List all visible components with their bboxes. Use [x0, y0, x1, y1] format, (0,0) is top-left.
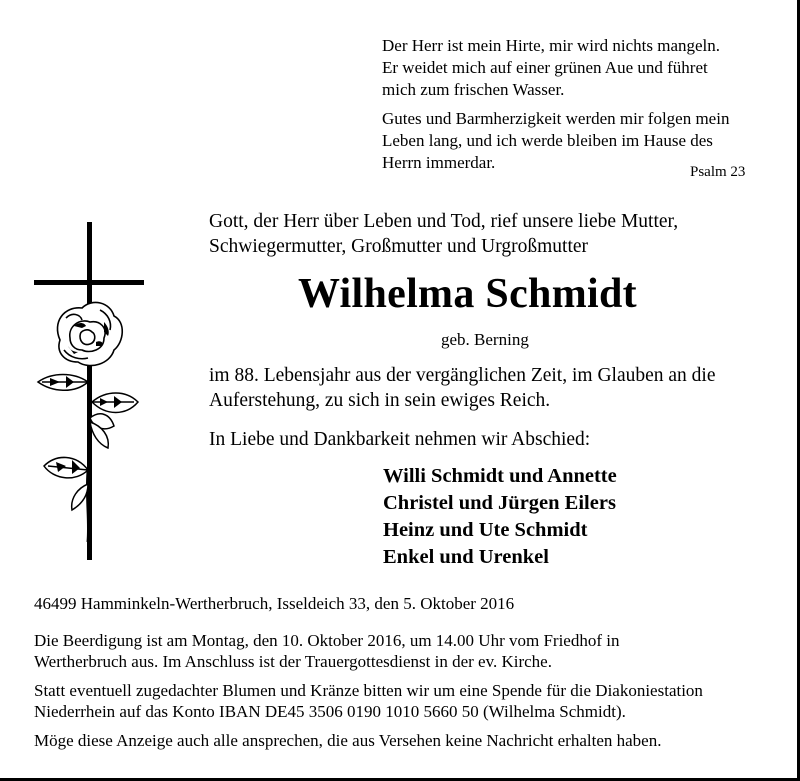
- notice-line: Niederrhein auf das Konto IBAN DE45 3506 0190 1010 5660 50 (Wilhelma Schmidt).: [34, 702, 626, 721]
- funeral-notice: [34, 630, 703, 672]
- psalm-paragraph-1: [382, 35, 772, 101]
- mourner-name: Christel und Jürgen Eilers: [383, 492, 616, 514]
- psalm-line: Leben lang, und ich werde bleiben im Hause des: [382, 131, 713, 150]
- psalm-line: Der Herr ist mein Hirte, mir wird nichts mangeln.: [382, 36, 721, 55]
- mourner-name: Enkel und Urenkel: [383, 546, 549, 568]
- mourners-list: [383, 463, 617, 571]
- notes-section: [34, 630, 703, 751]
- deceased-name: Wilhelma Schmidt: [298, 271, 637, 317]
- psalm-reference: Psalm 23: [690, 164, 746, 180]
- address-line: 46499 Hamminkeln-Wertherbruch, Isseldeich 33, den 5. Oktober 2016: [34, 594, 515, 613]
- mourner-name: Willi Schmidt und Annette: [383, 465, 617, 487]
- age-line: Auferstehung, zu sich in sein ewiges Reich.: [209, 390, 551, 411]
- intro-text: [209, 209, 678, 259]
- psalm-line: Herrn immerdar.: [382, 153, 496, 172]
- farewell-text: In Liebe und Dankbarkeit nehmen wir Abschied:: [209, 429, 591, 450]
- psalm-line: Gutes und Barmherzigkeit werden mir folgen mein: [382, 109, 730, 128]
- psalm-quote: [382, 35, 772, 174]
- notice-line: Wertherbruch aus. Im Anschluss ist der Trauergottesdienst in der ev. Kirche.: [34, 652, 552, 671]
- psalm-line: Er weidet mich auf einer grünen Aue und führet: [382, 58, 708, 77]
- age-line: im 88. Lebensjahr aus der vergänglichen Zeit, im Glauben an die: [209, 365, 716, 386]
- maiden-name: geb. Berning: [441, 330, 529, 349]
- intro-line: Schwiegermutter, Großmutter und Urgroßmutter: [209, 236, 589, 257]
- psalm-line: mich zum frischen Wasser.: [382, 80, 565, 99]
- donation-notice: [34, 680, 703, 722]
- cross-with-rose-icon: [30, 222, 150, 562]
- mourner-name: Heinz und Ute Schmidt: [383, 519, 588, 541]
- notice-line: Statt eventuell zugedachter Blumen und Kränze bitten wir um eine Spende für die Diakoniestation: [34, 681, 703, 700]
- notice-line: Die Beerdigung ist am Montag, den 10. Oktober 2016, um 14.00 Uhr vom Friedhof in: [34, 631, 620, 650]
- age-text: [209, 363, 715, 413]
- closing-notice: Möge diese Anzeige auch alle ansprechen, die aus Versehen keine Nachricht erhalten haben.: [34, 731, 662, 750]
- intro-line: Gott, der Herr über Leben und Tod, rief unsere liebe Mutter,: [209, 211, 679, 232]
